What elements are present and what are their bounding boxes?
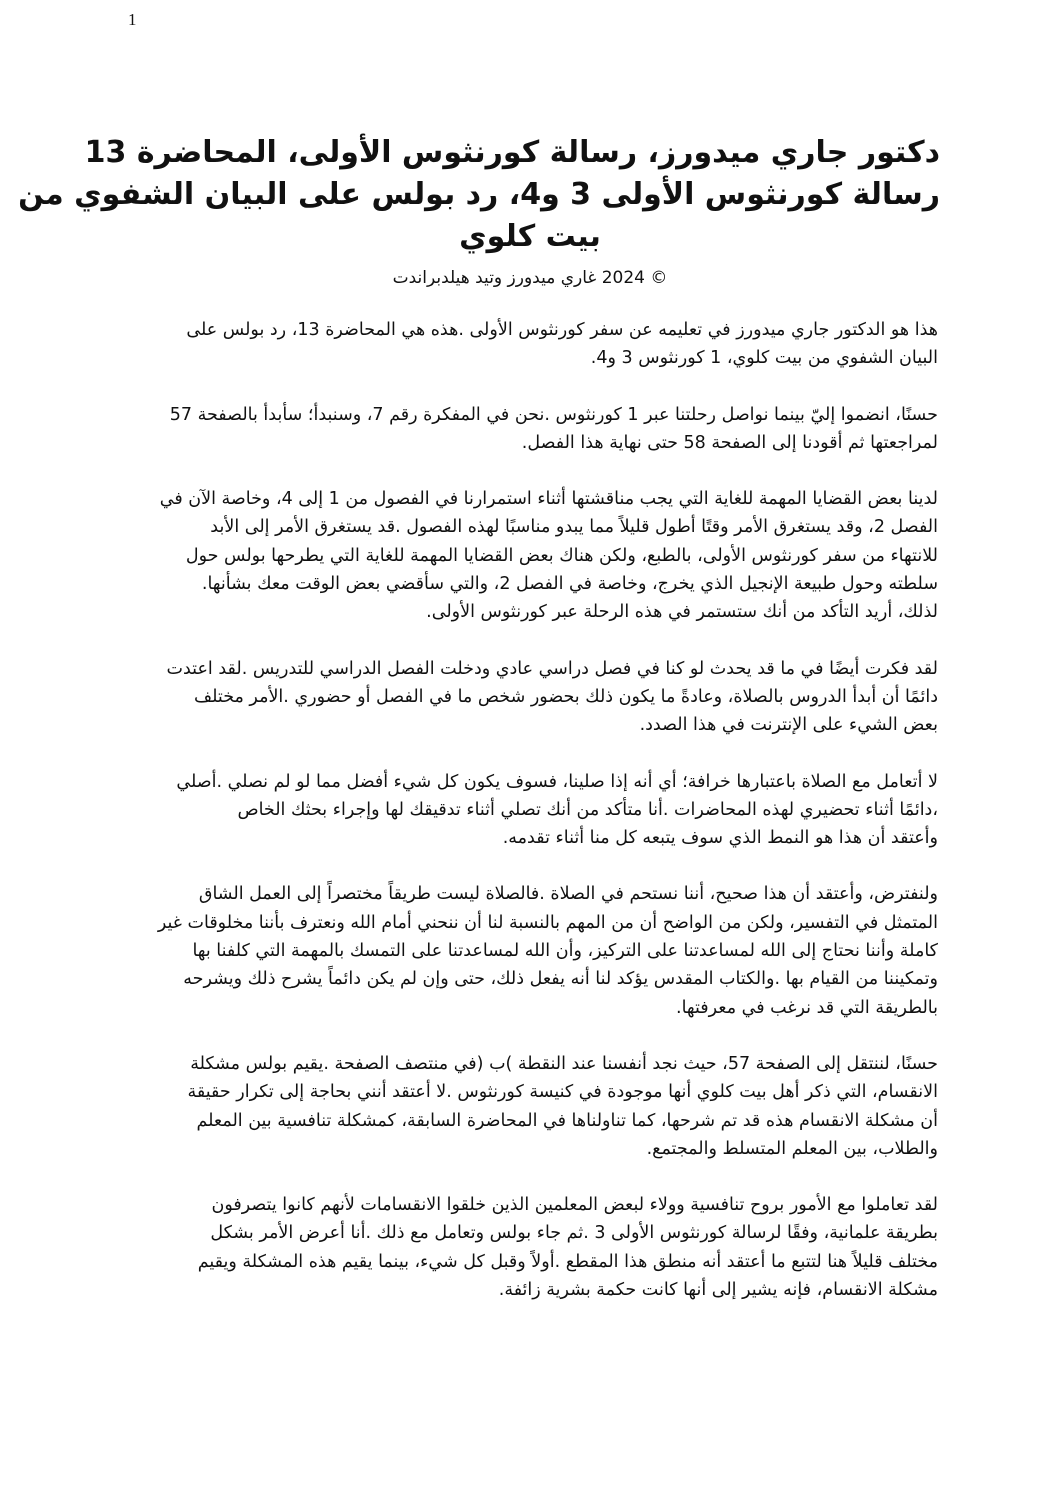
paragraph-line: ولنفترض، وأعتقد أن هذا صحيح، أننا نستحم في الصلاة .فالصلاة ليست طريقاً مختصراً إلى العمل الشاق — [198, 884, 938, 905]
paragraph-line: والطلاب، بين المعلم المتسلط والمجتمع. — [646, 1138, 938, 1159]
title-line: رسالة كورنثوس الأولى 3 و4، رد بولس على البيان الشفوي من — [18, 177, 940, 212]
paragraph — [128, 1050, 938, 1163]
paragraph — [128, 316, 938, 373]
paragraph-line: حسنًا، لننتقل إلى الصفحة 57، حيث نجد أنفسنا عند النقطة )ب (في منتصف الصفحة .يقيم بولس مشكلة — [190, 1053, 938, 1074]
paragraph-line: سلطته وحول طبيعة الإنجيل الذي يخرج، وخاصة في الفصل 2، والتي سأقضي بعض الوقت معك بشأنها. — [201, 574, 938, 595]
paragraph-line: دائمًا أن أبدأ الدروس بالصلاة، وعادةً ما يكون ذلك بحضور شخص ما في الفصل أو حضوري .الأمر مختلف — [194, 686, 938, 707]
paragraph-line: بالطريقة التي قد نرغب في معرفتها. — [676, 997, 938, 1018]
paragraph-line: البيان الشفوي من بيت كلوي، 1 كورنثوس 3 و4. — [590, 348, 938, 369]
paragraph-line: لمراجعتها ثم أقودنا إلى الصفحة 58 حتى نهاية هذا الفصل. — [521, 432, 938, 453]
paragraph-line: الانقسام، التي ذكر أهل بيت كلوي أنها موجودة في كنيسة كورنثوس .لا أعتقد أنني بحاجة إلى تكرار حقيقة — [187, 1082, 938, 1103]
paragraph-line: لقد تعاملوا مع الأمور بروح تنافسية وولاء لبعض المعلمين الذين خلقوا الانقسامات لأنهم كانوا يتصرفون — [211, 1195, 938, 1216]
title-line: دكتور جاري ميدورز، رسالة كورنثوس الأولى، المحاضرة 13 — [84, 135, 940, 170]
document-title — [18, 132, 940, 258]
paragraph-line: مشكلة الانقسام، فإنه يشير إلى أنها كانت حكمة بشرية زائفة. — [498, 1280, 938, 1301]
paragraph-line: لدينا بعض القضايا المهمة للغاية التي يجب مناقشتها أثناء استمرارنا في الفصول من 1 إلى 4، وخاصة الآن في — [159, 489, 938, 510]
paragraph — [128, 880, 938, 1021]
paragraph — [128, 655, 938, 740]
page-number: 1 — [128, 10, 137, 29]
copyright-line: © 2024 غاري ميدورز وتيد هيلدبراندت — [392, 268, 668, 288]
paragraph-line: الفصل 2، وقد يستغرق الأمر وقتًا أطول قليلاً مما يبدو مناسبًا لهذه الفصول .قد يستغرق الأمر إلى الأبد — [210, 517, 938, 538]
paragraph-line: للانتهاء من سفر كورنثوس الأولى، بالطبع، ولكن هناك بعض القضايا المهمة للغاية التي يطرحها بولس حول — [185, 545, 938, 566]
paragraph-line: المتمثل في التفسير، ولكن من الواضح أن من المهم بالنسبة لنا أن ننحني أمام الله ونعترف بأننا مخلوقات غير — [157, 912, 938, 933]
paragraph-line: وأعتقد أن هذا هو النمط الذي سوف يتبعه كل منا أثناء تقدمه. — [502, 828, 938, 849]
paragraph-line: بطريقة علمانية، وفقًا لرسالة كورنثوس الأولى 3 .ثم جاء بولس وتعامل مع ذلك .أنا أعرض الأمر بشكل — [210, 1223, 938, 1244]
title-line: بيت كلوي — [459, 219, 601, 254]
paragraph-line: لا أتعامل مع الصلاة باعتبارها خرافة؛ أي أنه إذا صلينا، فسوف يكون كل شيء أفضل مما لو لم نصلي .أصلي — [176, 771, 938, 792]
paragraph-line: وتمكيننا من القيام بها .والكتاب المقدس يؤكد لنا أنه يفعل ذلك، حتى وإن لم يكن دائماً يشرح ذلك ويشرحه — [183, 969, 938, 990]
paragraph-line: أن مشكلة الانقسام هذه قد تم شرحها، كما تناولناها في المحاضرة السابقة، كمشكلة تنافسية بين المعلم — [196, 1110, 938, 1131]
paragraph-line: كاملة وأننا نحتاج إلى الله لمساعدتنا على التركيز، وأن الله لمساعدتنا على التمسك بالمهمة التي كلفنا بها — [192, 941, 938, 962]
document-body — [128, 316, 938, 1332]
paragraph-line: ،دائمًا أثناء تحضيري لهذه المحاضرات .أنا متأكد من أنك تصلي أثناء تدقيقك لها وإجراء بحثك الخاص — [237, 799, 938, 820]
paragraph-line: لذلك، أريد التأكد من أنك ستستمر في هذه الرحلة عبر كورنثوس الأولى. — [426, 602, 938, 623]
paragraph-line: حسنًا، انضموا إليّ بينما نواصل رحلتنا عبر 1 كورنثوس .نحن في المفكرة رقم 7، وسنبدأ؛ سأبدأ بالصفحة 57 — [169, 404, 938, 425]
paragraph-line: مختلف قليلاً هنا لتتبع ما أعتقد أنه منطق هذا المقطع .أولاً وقبل كل شيء، بينما يقيم هذه المشكلة ويقيم — [197, 1251, 938, 1272]
paragraph — [128, 768, 938, 853]
paragraph-line: هذا هو الدكتور جاري ميدورز في تعليمه عن سفر كورنثوس الأولى .هذه هي المحاضرة 13، رد بولس على — [186, 320, 938, 340]
paragraph-line: بعض الشيء على الإنترنت في هذا الصدد. — [639, 715, 938, 736]
paragraph-line: لقد فكرت أيضًا في ما قد يحدث لو كنا في فصل دراسي عادي ودخلت الفصل الدراسي للتدريس .لقد اعتدت — [166, 658, 938, 679]
paragraph — [128, 1191, 938, 1304]
paragraph — [128, 401, 938, 458]
paragraph — [128, 485, 938, 626]
